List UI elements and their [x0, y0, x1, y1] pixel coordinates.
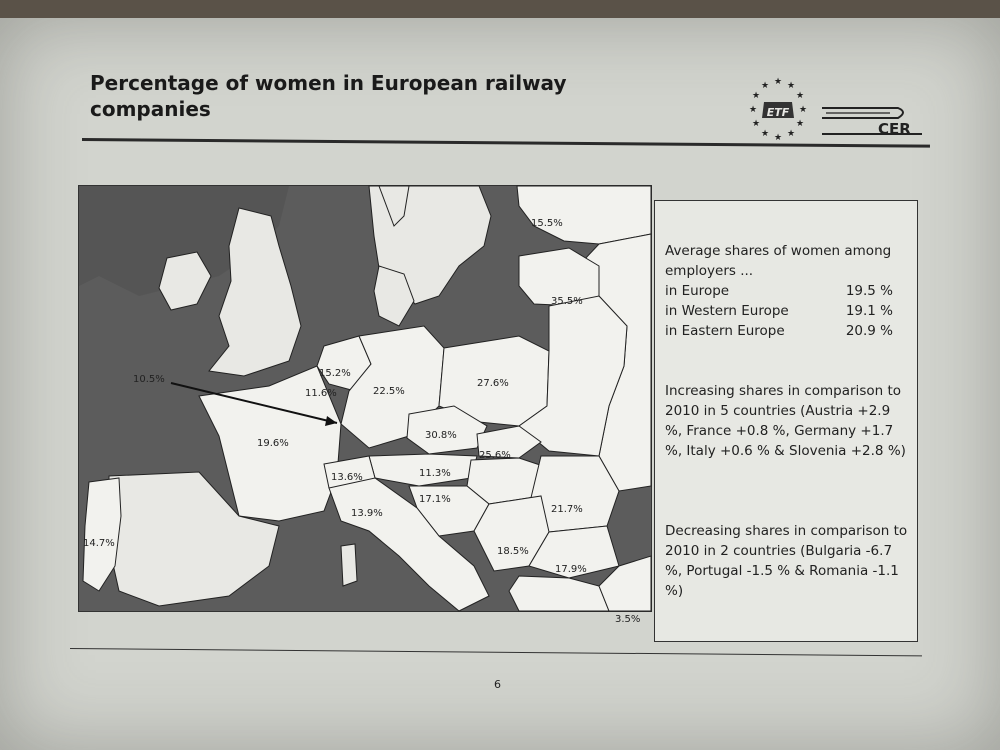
label-czech: 30.8% [425, 430, 457, 441]
label-poland: 27.6% [477, 378, 509, 389]
svg-text:★: ★ [786, 81, 796, 91]
label-serbia: 18.5% [497, 546, 529, 557]
svg-text:★: ★ [751, 91, 761, 101]
average-value: 20.9 % [845, 323, 893, 339]
label-greece: 3.5% [615, 614, 641, 625]
svg-text:★: ★ [760, 129, 770, 139]
average-value: 19.1 % [845, 303, 893, 319]
sardinia-region [341, 544, 357, 586]
label-baltics: 35.5% [551, 296, 583, 307]
info-panel [654, 200, 918, 642]
label-france: 19.6% [257, 438, 289, 449]
cer-logo-text: CER [878, 120, 911, 138]
average-label: in Europe [665, 283, 730, 299]
svg-text:★: ★ [786, 129, 796, 139]
label-uk-pointer: 10.5% [133, 374, 165, 385]
label-belgium-netherlands: 15.2% [319, 368, 351, 379]
decreasing-shares-text: Decreasing shares in comparison to 2010 in 2 countries (Bulgaria -6.7 %, Portugal -1.5 % & Romania -1.1 %) [665, 523, 908, 599]
average-value: 19.5 % [845, 283, 893, 299]
average-label: in Eastern Europe [665, 323, 785, 339]
increasing-shares-text: Increasing shares in comparison to 2010 in 5 countries (Austria +2.9 %, France +0.8 %, Germany +1.7 %, Italy +0.6 % & Slovenia +2.8 %) [665, 383, 906, 459]
svg-text:★: ★ [795, 119, 805, 129]
average-heading: Average shares of women among employers ... [665, 243, 892, 279]
label-italy: 13.9% [351, 508, 383, 519]
averages-list [665, 281, 911, 341]
average-label: in Western Europe [665, 303, 789, 319]
average-row-europe [665, 281, 911, 301]
svg-text:★: ★ [795, 91, 805, 101]
label-austria: 11.3% [419, 468, 451, 479]
label-luxembourg: 11.6% [305, 388, 337, 399]
label-finland: 15.5% [531, 218, 563, 229]
svg-text:★: ★ [773, 133, 783, 143]
label-romania: 21.7% [551, 504, 583, 515]
etf-logo [730, 72, 930, 152]
label-slovakia: 25.6% [479, 450, 511, 461]
etf-logo-text: ETF [766, 106, 790, 119]
label-germany: 22.5% [373, 386, 405, 397]
svg-text:★: ★ [760, 81, 770, 91]
label-slovenia: 17.1% [419, 494, 451, 505]
label-portugal: 14.7% [83, 538, 115, 549]
svg-text:★: ★ [773, 77, 783, 87]
label-bulgaria: 17.9% [555, 564, 587, 575]
logos [730, 72, 930, 152]
average-row-western [665, 301, 911, 321]
page-number: 6 [494, 678, 501, 691]
average-row-eastern [665, 321, 911, 341]
europe-map [78, 185, 652, 625]
svg-text:★: ★ [748, 105, 758, 115]
svg-text:★: ★ [751, 119, 761, 129]
svg-text:★: ★ [798, 105, 808, 115]
label-switzerland: 13.6% [331, 472, 363, 483]
slide-title: Percentage of women in European railway companies [90, 71, 567, 121]
